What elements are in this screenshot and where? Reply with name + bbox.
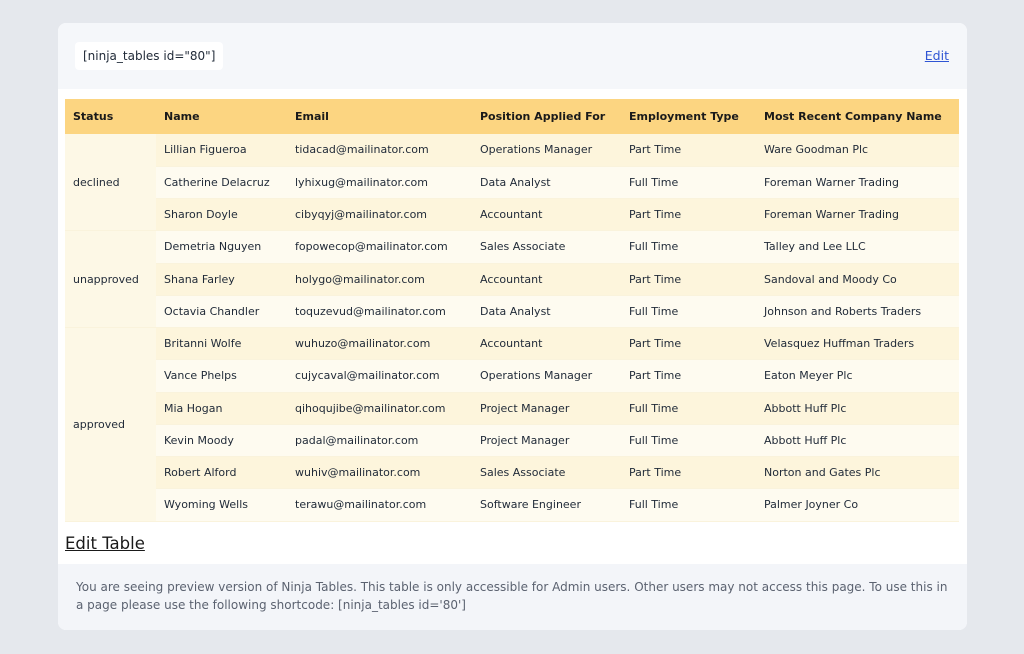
table-header-row — [65, 99, 959, 134]
position-cell: Data Analyst — [472, 166, 621, 198]
ninja-table — [65, 99, 959, 522]
column-header-email[interactable]: Email — [287, 99, 472, 134]
company-cell: Johnson and Roberts Traders — [756, 295, 959, 327]
company-cell: Sandoval and Moody Co — [756, 263, 959, 295]
position-cell: Software Engineer — [472, 489, 621, 521]
table-row — [65, 489, 959, 521]
position-cell: Data Analyst — [472, 295, 621, 327]
table-body — [65, 134, 959, 521]
company-cell: Norton and Gates Plc — [756, 457, 959, 489]
employment-type-cell: Full Time — [621, 489, 756, 521]
employment-type-cell: Full Time — [621, 295, 756, 327]
position-cell: Accountant — [472, 263, 621, 295]
email-cell: terawu@mailinator.com — [287, 489, 472, 521]
name-cell: Wyoming Wells — [156, 489, 287, 521]
column-header-company[interactable]: Most Recent Company Name — [756, 99, 959, 134]
employment-type-cell: Full Time — [621, 392, 756, 424]
company-cell: Ware Goodman Plc — [756, 134, 959, 166]
company-cell: Abbott Huff Plc — [756, 424, 959, 456]
employment-type-cell: Full Time — [621, 424, 756, 456]
name-cell: Mia Hogan — [156, 392, 287, 424]
company-cell: Eaton Meyer Plc — [756, 360, 959, 392]
company-cell: Velasquez Huffman Traders — [756, 328, 959, 360]
position-cell: Sales Associate — [472, 231, 621, 263]
company-cell: Abbott Huff Plc — [756, 392, 959, 424]
name-cell: Catherine Delacruz — [156, 166, 287, 198]
table-row — [65, 263, 959, 295]
data-table — [65, 99, 959, 522]
name-cell: Octavia Chandler — [156, 295, 287, 327]
status-cell: approved — [65, 328, 156, 522]
employment-type-cell: Part Time — [621, 134, 756, 166]
table-row — [65, 457, 959, 489]
column-header-name[interactable]: Name — [156, 99, 287, 134]
position-cell: Operations Manager — [472, 360, 621, 392]
position-cell: Project Manager — [472, 392, 621, 424]
employment-type-cell: Part Time — [621, 263, 756, 295]
preview-card — [58, 23, 967, 630]
name-cell: Kevin Moody — [156, 424, 287, 456]
employment-type-cell: Full Time — [621, 166, 756, 198]
employment-type-cell: Part Time — [621, 457, 756, 489]
email-cell: wuhiv@mailinator.com — [287, 457, 472, 489]
column-header-employment-type[interactable]: Employment Type — [621, 99, 756, 134]
shortcode-bar — [58, 23, 967, 89]
email-cell: padal@mailinator.com — [287, 424, 472, 456]
employment-type-cell: Full Time — [621, 231, 756, 263]
email-cell: fopowecop@mailinator.com — [287, 231, 472, 263]
table-row — [65, 199, 959, 231]
table-row — [65, 360, 959, 392]
position-cell: Operations Manager — [472, 134, 621, 166]
position-cell: Accountant — [472, 328, 621, 360]
company-cell: Foreman Warner Trading — [756, 199, 959, 231]
position-cell: Sales Associate — [472, 457, 621, 489]
status-cell: unapproved — [65, 231, 156, 328]
column-header-position[interactable]: Position Applied For — [472, 99, 621, 134]
email-cell: lyhixug@mailinator.com — [287, 166, 472, 198]
preview-notice: You are seeing preview version of Ninja Tables. This table is only accessible for Admin users. Other users may not access this page. To use this in a page please use the following shortcode: [ninja_tables id='80'] — [58, 564, 967, 630]
shortcode-display[interactable]: [ninja_tables id="80"] — [75, 42, 223, 70]
name-cell: Britanni Wolfe — [156, 328, 287, 360]
name-cell: Sharon Doyle — [156, 199, 287, 231]
name-cell: Demetria Nguyen — [156, 231, 287, 263]
name-cell: Lillian Figueroa — [156, 134, 287, 166]
email-cell: wuhuzo@mailinator.com — [287, 328, 472, 360]
edit-table-link[interactable]: Edit Table — [65, 534, 145, 553]
email-cell: holygo@mailinator.com — [287, 263, 472, 295]
table-row — [65, 231, 959, 263]
table-row — [65, 166, 959, 198]
email-cell: cujycaval@mailinator.com — [287, 360, 472, 392]
position-cell: Project Manager — [472, 424, 621, 456]
column-header-status[interactable]: Status — [65, 99, 156, 134]
edit-link[interactable]: Edit — [924, 48, 949, 63]
email-cell: toquzevud@mailinator.com — [287, 295, 472, 327]
company-cell: Talley and Lee LLC — [756, 231, 959, 263]
employment-type-cell: Part Time — [621, 360, 756, 392]
table-row — [65, 392, 959, 424]
name-cell: Vance Phelps — [156, 360, 287, 392]
email-cell: tidacad@mailinator.com — [287, 134, 472, 166]
company-cell: Palmer Joyner Co — [756, 489, 959, 521]
name-cell: Shana Farley — [156, 263, 287, 295]
position-cell: Accountant — [472, 199, 621, 231]
table-row — [65, 424, 959, 456]
email-cell: qihoqujibe@mailinator.com — [287, 392, 472, 424]
company-cell: Foreman Warner Trading — [756, 166, 959, 198]
employment-type-cell: Part Time — [621, 328, 756, 360]
name-cell: Robert Alford — [156, 457, 287, 489]
table-row — [65, 134, 959, 166]
email-cell: cibyqyj@mailinator.com — [287, 199, 472, 231]
status-cell: declined — [65, 134, 156, 231]
table-row — [65, 328, 959, 360]
table-row — [65, 295, 959, 327]
employment-type-cell: Part Time — [621, 199, 756, 231]
